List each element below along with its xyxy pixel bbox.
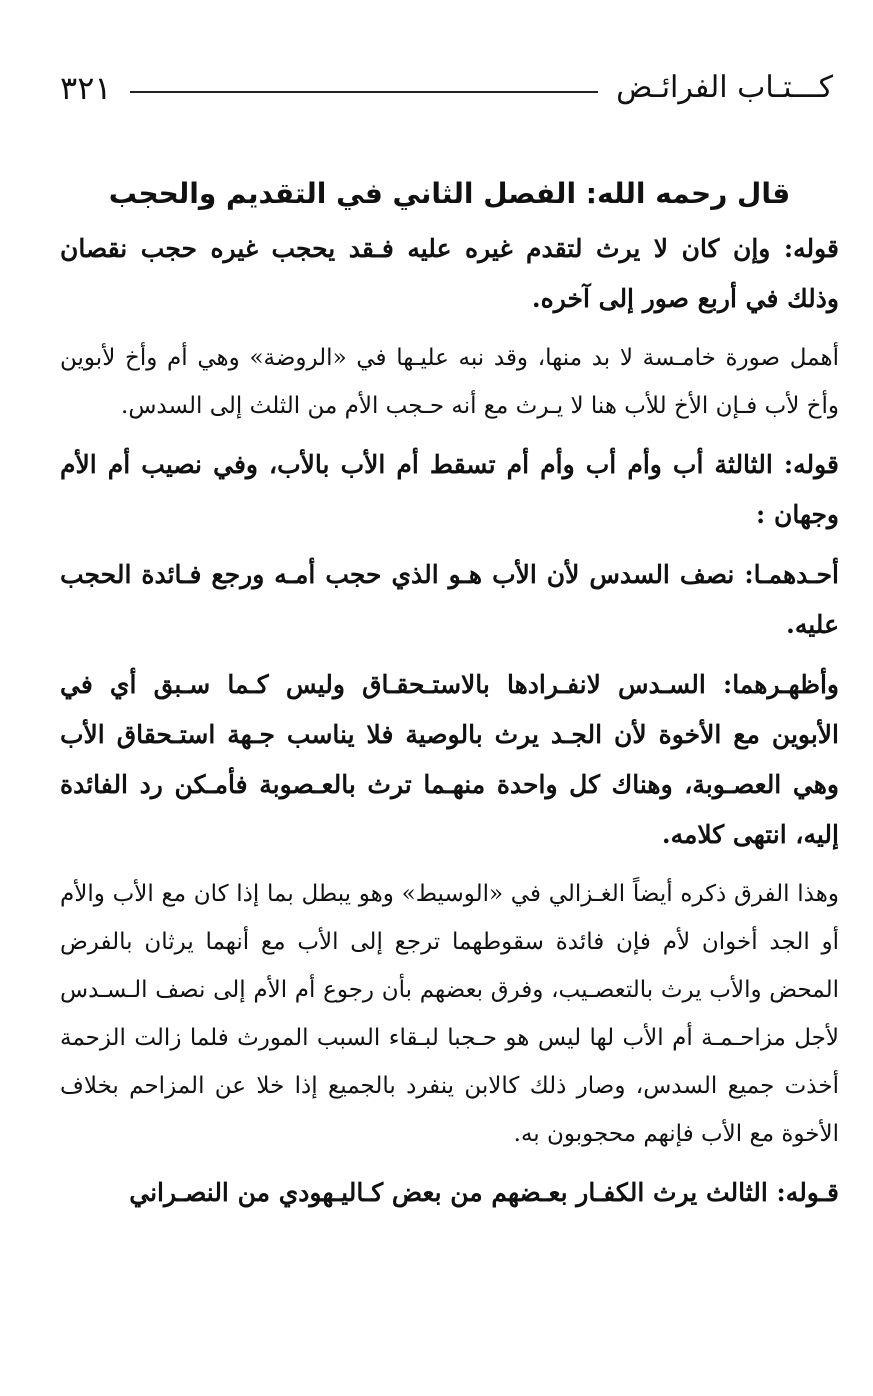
header-rule (130, 91, 599, 93)
paragraph-2: أهمل صورة خامـسة لا بد منها، وقد نبه عليـها في «الروضة» وهي أم وأخ لأبوين وأخ لأب فـإن الأخ للأب هنا لا يـرث مع أنه حـجب الأم من الثلث إلى السدس. (60, 345, 840, 419)
section-heading: قال رحمه الله: الفصل الثاني في التقديم والحجب (108, 177, 791, 210)
paragraph-3: قوله: الثالثة أب وأم أب وأم أم تسقط أم الأب بالأب، وفي نصيب أم الأم وجهان : (60, 450, 839, 529)
running-header (60, 66, 833, 110)
paragraph-4: أحـدهمـا: نصف السدس لأن الأب هـو الذي حجب أمـه ورجع فـائدة الحجب عليه. (60, 560, 839, 639)
book-title: كـــتـاب الفرائـض (616, 70, 833, 105)
page-number: ٣٢١ (60, 69, 112, 107)
paragraph-1: قوله: وإن كان لا يرث لتقدم غيره عليه فـقد يحجب غيره حجب نقصان وذلك في أربع صور إلى آخره. (60, 234, 839, 313)
paragraph-5: وأظهـرهما: السـدس لانفـرادها بالاستـحقـاق وليس كـما سـبق أي في الأبوين مع الأخوة لأن الجـد يرث بالوصية فلا يناسب جـهة استـحقاق الأب وهي العصـوبة، وهناك كل واحدة منهـما ترث بالعـصوبة فأمـكن رد الفائدة إليه، انتهى كلامه. (60, 670, 839, 849)
page-body (60, 170, 839, 1228)
paragraph-7: قـوله: الثالث يرث الكفـار بعـضهم من بعض كـاليـهودي من النصـراني (129, 1178, 839, 1207)
paragraph-6: وهذا الفرق ذكره أيضاً الغـزالي في «الوسيط» وهو يبطل بما إذا كان مع الأب والأم أو الجد أخوان لأم فإن فائدة سقوطهما ترجع إلى الأب مع أنهما يرثان بالفرض المحض والأب يرث بالتعصـيب، وفرق بعضهم بأن رجوع أم الأم إلى نصف الـسـدس لأجل مزاحـمـة أم الأب لها ليس هو حـجبا لبـقاء السبب المورث فلما زالت الزحمة أخذت جميع السدس، وصار ذلك كالابن ينفرد بالجميع إذا خلا عن المزاحم بخلاف الأخوة مع الأب فإنهم محجوبون به. (60, 881, 839, 1147)
